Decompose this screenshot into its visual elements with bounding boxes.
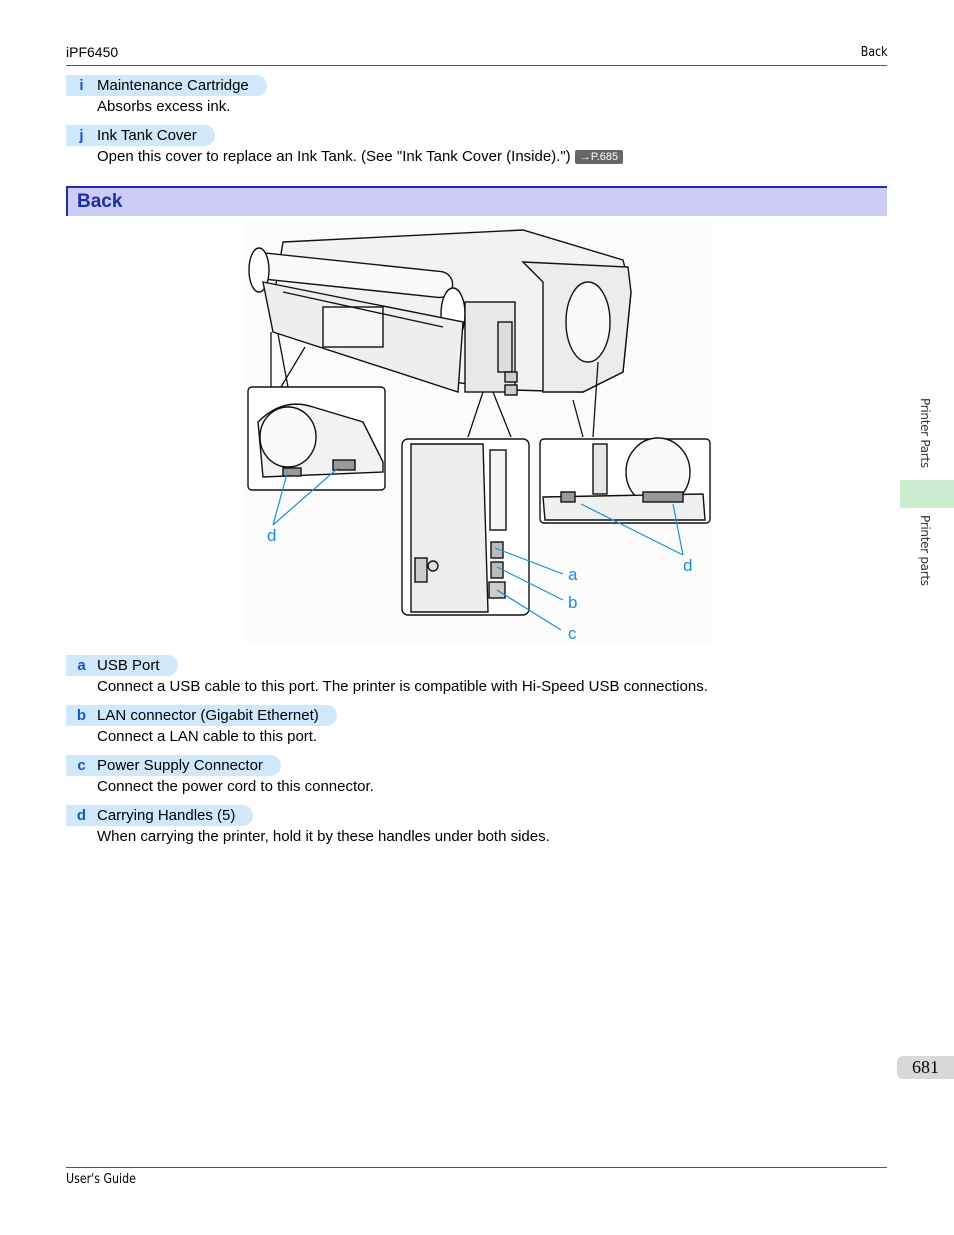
item-letter: a xyxy=(77,657,86,674)
item-letter: c xyxy=(77,757,86,774)
figure-label-a: a xyxy=(568,565,578,584)
printer-back-figure xyxy=(243,222,713,642)
item-maintenance-cartridge xyxy=(66,75,267,117)
sidebar-chapter-link[interactable]: Printer Parts xyxy=(918,398,932,468)
item-label: Maintenance Cartridge xyxy=(97,77,249,94)
item-label: USB Port xyxy=(97,657,160,674)
item-label: Power Supply Connector xyxy=(97,757,263,774)
header-product: iPF6450 xyxy=(66,44,119,60)
page-reference-link[interactable]: →P.685 xyxy=(575,150,623,164)
item-description: When carrying the printer, hold it by these handles under both sides. xyxy=(97,828,550,845)
item-title xyxy=(66,75,267,96)
item-label: Ink Tank Cover xyxy=(97,127,197,144)
page-number: 681 xyxy=(897,1056,954,1079)
sidebar-active-tab xyxy=(900,480,954,508)
section-heading xyxy=(66,186,887,216)
inset-center-ports xyxy=(402,439,529,615)
figure-label-b: b xyxy=(568,593,578,612)
item-title xyxy=(66,705,337,726)
item-ink-tank-cover xyxy=(66,125,623,167)
item-letter: b xyxy=(76,707,87,724)
item-title xyxy=(66,805,253,826)
item-carrying-handles xyxy=(66,805,550,847)
sidebar-section-link[interactable]: Printer parts xyxy=(918,515,932,586)
item-power-supply-connector xyxy=(66,755,374,797)
item-letter: d xyxy=(76,807,87,824)
inset-left-side xyxy=(248,387,385,490)
figure-label-c: c xyxy=(568,624,577,642)
item-title xyxy=(66,125,215,146)
footer-rule xyxy=(66,1167,887,1168)
item-label: Carrying Handles (5) xyxy=(97,807,236,824)
footer-title: User's Guide xyxy=(66,1172,136,1187)
item-letter: j xyxy=(79,127,84,144)
item-title xyxy=(66,755,281,776)
figure-label-d-right: d xyxy=(683,556,693,575)
item-label: LAN connector (Gigabit Ethernet) xyxy=(97,707,319,724)
item-description: Connect a USB cable to this port. The printer is compatible with Hi-Speed USB connections. xyxy=(97,678,708,695)
item-description: Absorbs excess ink. xyxy=(97,98,231,115)
item-description xyxy=(97,147,623,167)
section-title: Back xyxy=(77,191,123,212)
item-letter: i xyxy=(79,77,84,94)
item-description: Connect the power cord to this connector. xyxy=(97,778,374,795)
item-title xyxy=(66,655,178,676)
item-usb-port xyxy=(66,655,708,697)
inset-right-side xyxy=(540,438,710,523)
item-description-text: Open this cover to replace an Ink Tank. (See "Ink Tank Cover (Inside).") xyxy=(97,148,575,165)
figure-label-d-left: d xyxy=(267,526,277,545)
header-section: Back xyxy=(861,45,888,60)
item-lan-connector xyxy=(66,705,337,747)
header-rule xyxy=(66,65,887,66)
item-description: Connect a LAN cable to this port. xyxy=(97,728,318,745)
